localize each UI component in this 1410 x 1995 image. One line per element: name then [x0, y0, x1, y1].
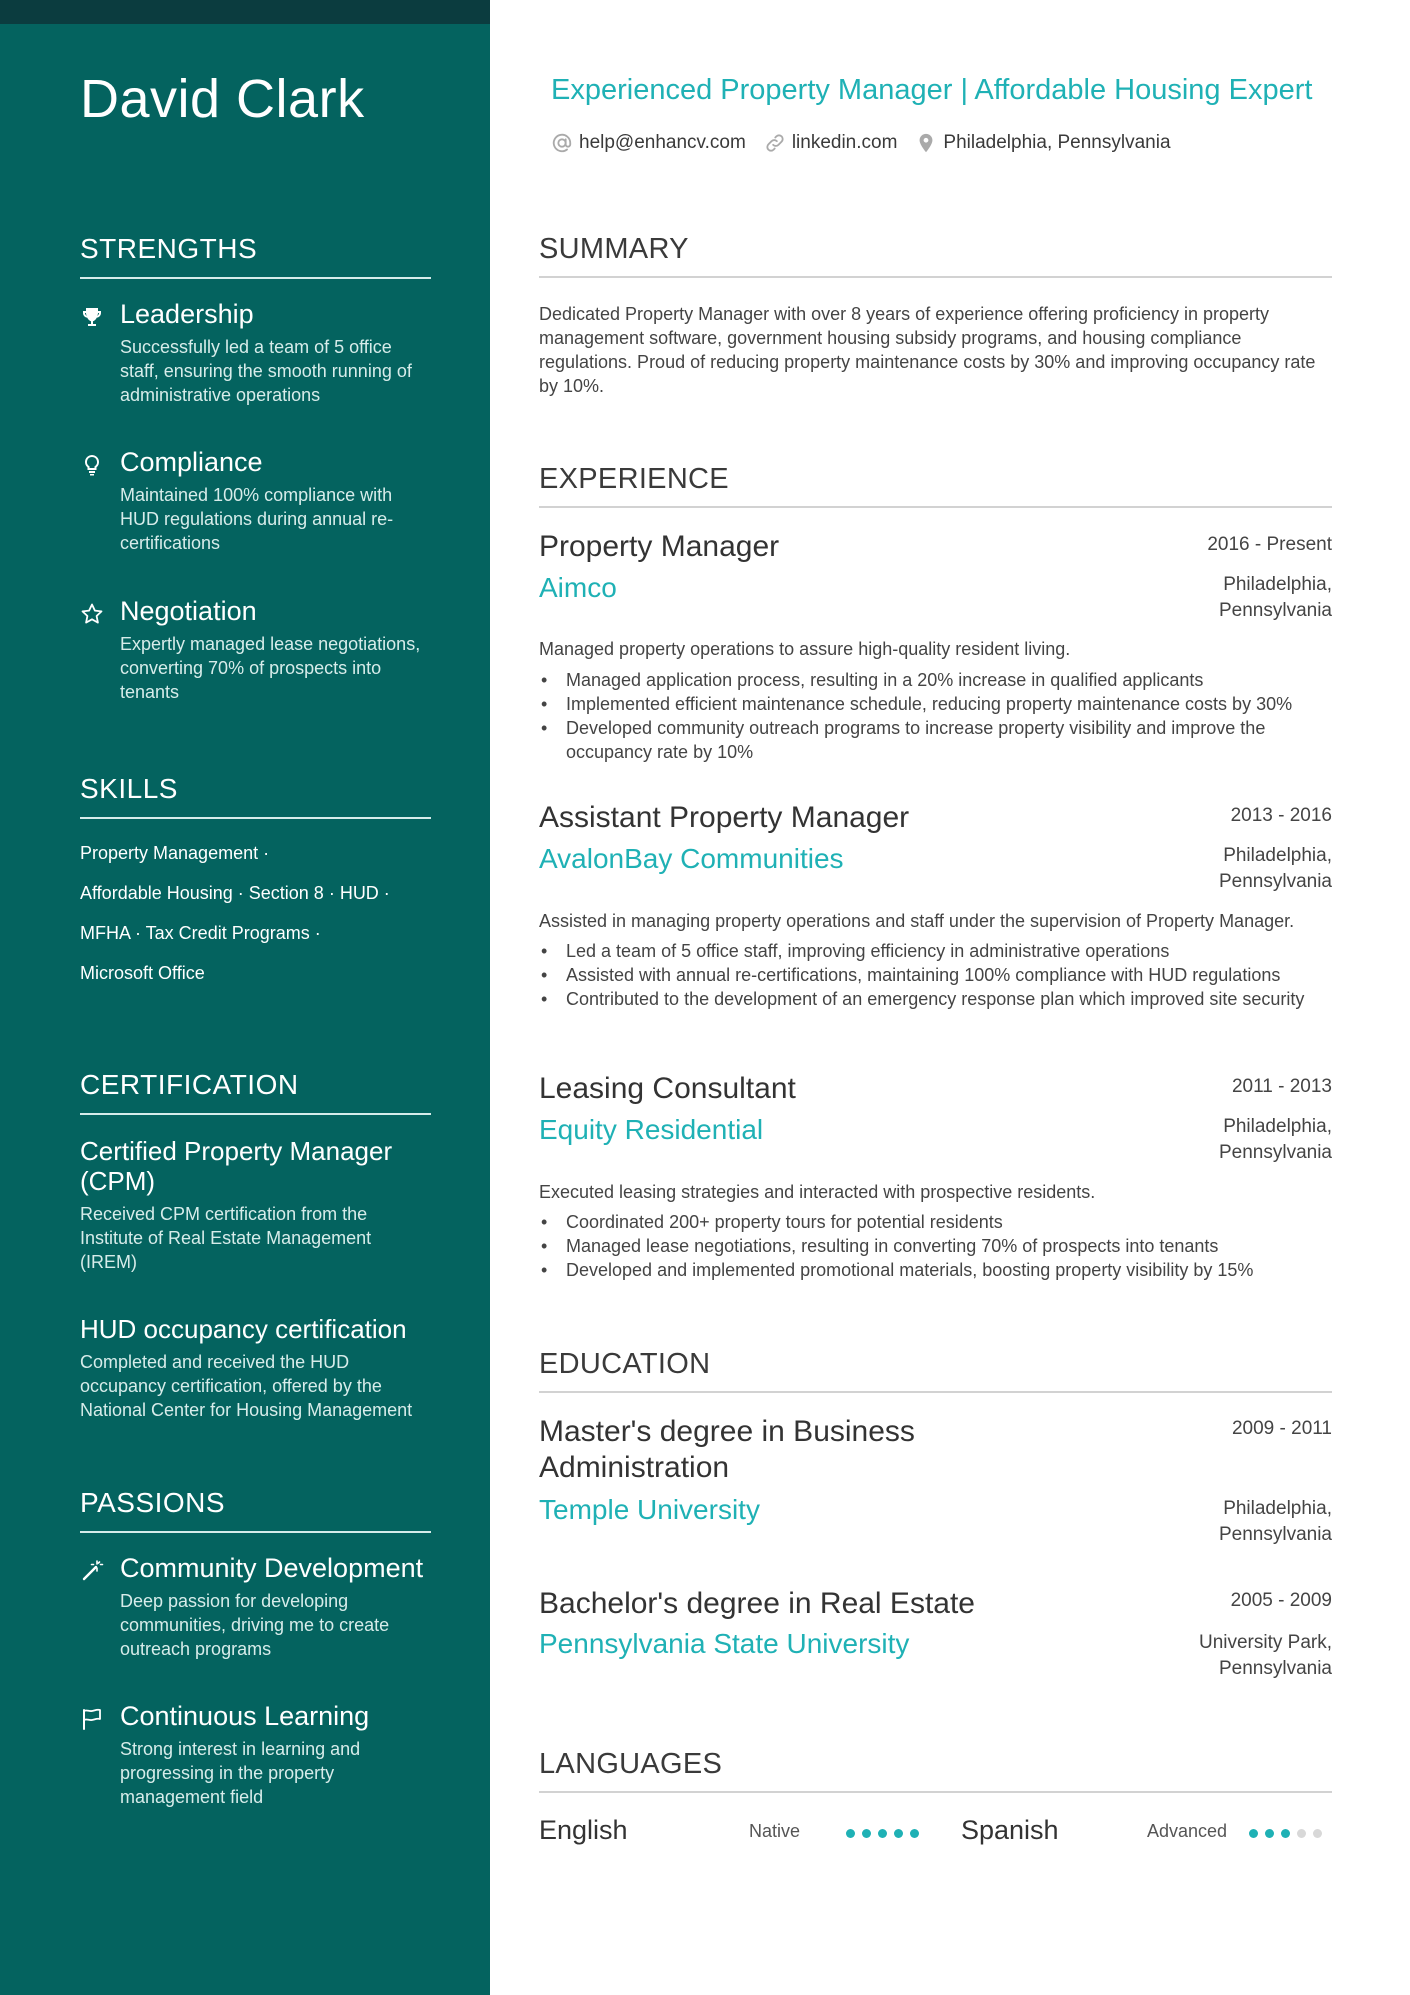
- flag-icon: [80, 1707, 104, 1731]
- linkedin-contact[interactable]: [764, 132, 898, 154]
- trophy-icon: [80, 305, 104, 329]
- headline: Experienced Property Manager | Affordable Housing Expert: [551, 74, 1313, 106]
- skills-section: [80, 773, 431, 983]
- job-bullet: • Contributed to the development of an emergency response plan which improved site security: [539, 987, 1332, 1011]
- job-bullets: [539, 939, 1332, 1011]
- strength-desc: Expertly managed lease negotiations, converting 70% of prospects into tenants: [120, 634, 421, 702]
- passion-desc: Strong interest in learning and progressing in the property management field: [120, 1739, 361, 1807]
- education-degree: Bachelor's degree in Real Estate: [539, 1587, 975, 1620]
- job-bullet: • Led a team of 5 office staff, improving efficiency in administrative operations: [539, 939, 1332, 963]
- education-degree: Master's degree in Business Administration: [539, 1415, 915, 1484]
- rating-dot-filled: [1281, 1829, 1290, 1838]
- education-location: Philadelphia, Pennsylvania: [1218, 1498, 1332, 1545]
- job-role: Assistant Property Manager: [539, 801, 910, 834]
- job-description: Executed leasing strategies and interacted with prospective residents.: [539, 1182, 1096, 1202]
- certification-heading: CERTIFICATION: [80, 1069, 431, 1115]
- job-company: Equity Residential: [539, 1114, 764, 1145]
- language-rating: [846, 1829, 926, 1838]
- passion-title: Community Development: [120, 1553, 424, 1583]
- job-bullet: • Managed lease negotiations, resulting in converting 70% of prospects into tenants: [539, 1234, 1332, 1258]
- job-dates: 2016 - Present: [1207, 534, 1332, 555]
- education-dates: 2005 - 2009: [1230, 1590, 1332, 1611]
- education-location: University Park, Pennsylvania: [1198, 1632, 1332, 1679]
- strength-title: Leadership: [120, 299, 254, 329]
- main-content: [490, 0, 1410, 1995]
- education-school: Temple University: [539, 1494, 760, 1525]
- job-bullet: • Developed and implemented promotional materials, boosting property visibility by 15%: [539, 1258, 1332, 1282]
- lightbulb-icon: [80, 453, 104, 477]
- rating-dot-filled: [846, 1829, 855, 1838]
- rating-dot-filled: [910, 1829, 919, 1838]
- passions-section: [80, 1487, 431, 1807]
- rating-dot-filled: [862, 1829, 871, 1838]
- rating-dot-filled: [1265, 1829, 1274, 1838]
- job-role: Leasing Consultant: [539, 1072, 796, 1105]
- contact-row: [551, 130, 1189, 156]
- certification-desc: Completed and received the HUD occupancy certification, offered by the National Center for Housing Management: [80, 1352, 413, 1420]
- rating-dot-empty: [1297, 1829, 1306, 1838]
- language-name: English: [539, 1815, 628, 1845]
- education-heading: EDUCATION: [539, 1348, 1332, 1393]
- job-bullet: • Developed community outreach programs to increase property visibility and improve the occupancy rate by 10%: [539, 716, 1332, 764]
- education-school: Pennsylvania State University: [539, 1628, 910, 1659]
- strength-desc: Successfully led a team of 5 office staff, ensuring the smooth running of administrative operations: [120, 337, 412, 405]
- language-name: Spanish: [961, 1815, 1059, 1845]
- certification-section: [80, 1069, 431, 1420]
- location-text: Philadelphia, Pennsylvania: [943, 132, 1171, 153]
- certification-item: [80, 1136, 431, 1274]
- strength-title: Negotiation: [120, 596, 257, 626]
- summary-heading: SUMMARY: [539, 233, 1332, 278]
- at-sign-icon: [551, 132, 573, 154]
- rating-dot-empty: [1313, 1829, 1322, 1838]
- job-company: Aimco: [539, 572, 617, 603]
- candidate-name: David Clark: [80, 69, 365, 129]
- strength-desc: Maintained 100% compliance with HUD regulations during annual re-certifications: [120, 485, 394, 553]
- summary-text: Dedicated Property Manager with over 8 years of experience offering proficiency in property management software, government housing subsidy programs, and housing compliance regulations. Proud of reducing property maintenance costs by 30% and improving occupancy rate by 10%.: [539, 304, 1316, 396]
- job-description: Assisted in managing property operations and staff under the supervision of Property Manager.: [539, 911, 1295, 931]
- skill-line: Property Management ·: [80, 843, 270, 863]
- languages-heading: LANGUAGES: [539, 1748, 1332, 1793]
- email-text: help@enhancv.com: [579, 132, 746, 153]
- language-rating: [1249, 1829, 1329, 1838]
- certification-desc: Received CPM certification from the Institute of Real Estate Management (IREM): [80, 1204, 372, 1272]
- job-dates: 2013 - 2016: [1230, 805, 1332, 826]
- sidebar-top-bar: [0, 0, 490, 24]
- job-company: AvalonBay Communities: [539, 843, 844, 874]
- passions-heading: PASSIONS: [80, 1487, 431, 1533]
- job-description: Managed property operations to assure high-quality resident living.: [539, 639, 1071, 659]
- language-level: Native: [749, 1821, 801, 1841]
- rating-dot-filled: [878, 1829, 887, 1838]
- sidebar: [0, 0, 490, 1995]
- job-bullets: [539, 1210, 1332, 1282]
- job-location: Philadelphia, Pennsylvania: [1218, 1116, 1332, 1163]
- strengths-section: [80, 233, 431, 702]
- job-location: Philadelphia, Pennsylvania: [1218, 574, 1332, 621]
- passion-title: Continuous Learning: [120, 1701, 370, 1731]
- skill-line: Affordable Housing · Section 8 · HUD ·: [80, 883, 390, 903]
- job-location: Philadelphia, Pennsylvania: [1218, 845, 1332, 892]
- map-pin-icon: [915, 132, 937, 154]
- language-level: Advanced: [1147, 1821, 1228, 1841]
- strengths-heading: STRENGTHS: [80, 233, 431, 279]
- skill-line: Microsoft Office: [80, 963, 205, 983]
- job-bullet: • Coordinated 200+ property tours for potential residents: [539, 1210, 1332, 1234]
- skill-line: MFHA · Tax Credit Programs ·: [80, 923, 321, 943]
- language-item: [961, 1815, 1332, 1851]
- certification-title: Certified Property Manager (CPM): [80, 1136, 393, 1196]
- strength-title: Compliance: [120, 447, 263, 477]
- certification-item: [80, 1314, 431, 1422]
- location-contact: [915, 132, 1170, 154]
- job-bullet: • Managed application process, resulting in a 20% increase in qualified applicants: [539, 668, 1332, 692]
- certification-title: HUD occupancy certification: [80, 1314, 407, 1344]
- star-icon: [80, 602, 104, 626]
- education-dates: 2009 - 2011: [1231, 1418, 1332, 1439]
- rating-dot-filled: [894, 1829, 903, 1838]
- job-role: Property Manager: [539, 530, 780, 563]
- experience-heading: EXPERIENCE: [539, 463, 1332, 508]
- rating-dot-filled: [1249, 1829, 1258, 1838]
- job-dates: 2011 - 2013: [1231, 1076, 1332, 1097]
- email-contact[interactable]: [551, 132, 746, 154]
- link-icon: [764, 132, 786, 154]
- language-item: [539, 1815, 909, 1851]
- magic-wand-icon: [80, 1559, 104, 1583]
- job-bullet: • Implemented efficient maintenance schedule, reducing property maintenance costs by 30%: [539, 692, 1332, 716]
- job-bullets: [539, 668, 1332, 764]
- job-bullet: • Assisted with annual re-certifications, maintaining 100% compliance with HUD regulations: [539, 963, 1332, 987]
- linkedin-text: linkedin.com: [791, 132, 898, 153]
- skills-heading: SKILLS: [80, 773, 431, 819]
- passion-desc: Deep passion for developing communities, driving me to create outreach programs: [120, 1591, 390, 1659]
